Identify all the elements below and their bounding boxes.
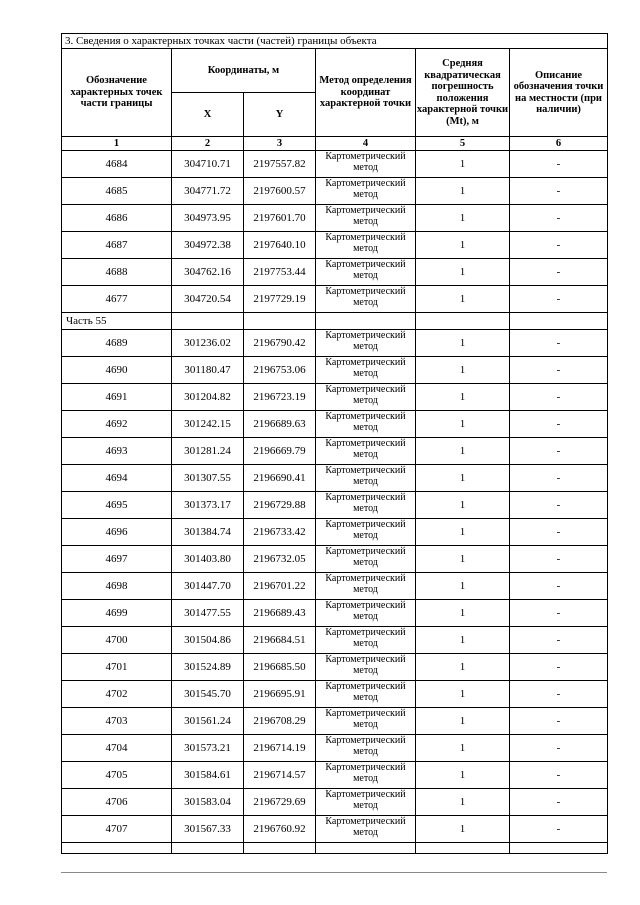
coord-y: 2196732.05 xyxy=(244,546,316,573)
coord-y: 2196723.19 xyxy=(244,384,316,411)
error-value: 1 xyxy=(416,654,510,681)
description-cell: - xyxy=(510,384,608,411)
description-cell: - xyxy=(510,708,608,735)
point-id: 4699 xyxy=(62,600,172,627)
coord-x: 301477.55 xyxy=(172,600,244,627)
point-id: 4677 xyxy=(62,286,172,313)
error-value: 1 xyxy=(416,519,510,546)
coord-x: 301204.82 xyxy=(172,384,244,411)
coord-x: 304973.95 xyxy=(172,205,244,232)
point-id: 4696 xyxy=(62,519,172,546)
description-cell: - xyxy=(510,357,608,384)
coord-x: 301384.74 xyxy=(172,519,244,546)
coord-y: 2196689.43 xyxy=(244,600,316,627)
coord-x: 301567.33 xyxy=(172,816,244,843)
table-row xyxy=(62,465,608,492)
coord-y: 2196714.19 xyxy=(244,735,316,762)
table-row xyxy=(62,151,608,178)
coord-x: 304720.54 xyxy=(172,286,244,313)
description-cell: - xyxy=(510,465,608,492)
part-label: Часть 55 xyxy=(62,313,172,330)
description-cell: - xyxy=(510,286,608,313)
table-row xyxy=(62,789,608,816)
error-value: 1 xyxy=(416,330,510,357)
method-cell: Картометрический метод xyxy=(316,205,416,232)
point-id: 4702 xyxy=(62,681,172,708)
coord-x: 301242.15 xyxy=(172,411,244,438)
method-cell: Картометрический метод xyxy=(316,259,416,286)
method-cell: Картометрический метод xyxy=(316,151,416,178)
table-row xyxy=(62,357,608,384)
error-value: 1 xyxy=(416,384,510,411)
coord-x: 301584.61 xyxy=(172,762,244,789)
coord-y: 2196708.29 xyxy=(244,708,316,735)
method-cell: Картометрический метод xyxy=(316,708,416,735)
error-value: 1 xyxy=(416,438,510,465)
error-value: 1 xyxy=(416,762,510,789)
coord-y: 2196714.57 xyxy=(244,762,316,789)
coord-x: 304972.38 xyxy=(172,232,244,259)
method-cell: Картометрический метод xyxy=(316,357,416,384)
table-row xyxy=(62,627,608,654)
point-id: 4685 xyxy=(62,178,172,205)
coord-x: 304710.71 xyxy=(172,151,244,178)
table-row xyxy=(62,816,608,843)
description-cell: - xyxy=(510,546,608,573)
method-cell: Картометрический метод xyxy=(316,465,416,492)
description-cell: - xyxy=(510,519,608,546)
coord-y: 2196733.42 xyxy=(244,519,316,546)
error-value: 1 xyxy=(416,259,510,286)
table-row xyxy=(62,735,608,762)
table-row xyxy=(62,681,608,708)
coord-x: 301524.89 xyxy=(172,654,244,681)
table-row xyxy=(62,438,608,465)
error-value: 1 xyxy=(416,546,510,573)
table-row xyxy=(62,411,608,438)
point-id: 4687 xyxy=(62,232,172,259)
header-description: Описание обозначения точки на местности (при наличии) xyxy=(510,49,608,137)
error-value: 1 xyxy=(416,232,510,259)
method-cell: Картометрический метод xyxy=(316,573,416,600)
point-id: 4686 xyxy=(62,205,172,232)
table-row xyxy=(62,330,608,357)
point-id: 4692 xyxy=(62,411,172,438)
description-cell: - xyxy=(510,681,608,708)
coord-y: 2197557.82 xyxy=(244,151,316,178)
error-value: 1 xyxy=(416,492,510,519)
coord-y: 2196760.92 xyxy=(244,816,316,843)
coord-y: 2196729.88 xyxy=(244,492,316,519)
coord-y: 2196669.79 xyxy=(244,438,316,465)
description-cell: - xyxy=(510,789,608,816)
column-number: 5 xyxy=(416,137,510,151)
method-cell: Картометрический метод xyxy=(316,816,416,843)
point-id: 4697 xyxy=(62,546,172,573)
boundary-points-table xyxy=(61,33,608,854)
error-value: 1 xyxy=(416,286,510,313)
description-cell: - xyxy=(510,178,608,205)
error-value: 1 xyxy=(416,735,510,762)
table-row xyxy=(62,259,608,286)
coord-x: 301373.17 xyxy=(172,492,244,519)
coord-x: 301307.55 xyxy=(172,465,244,492)
table-row xyxy=(62,654,608,681)
error-value: 1 xyxy=(416,465,510,492)
point-id: 4695 xyxy=(62,492,172,519)
description-cell: - xyxy=(510,232,608,259)
error-value: 1 xyxy=(416,205,510,232)
coord-y: 2196685.50 xyxy=(244,654,316,681)
coord-x: 301281.24 xyxy=(172,438,244,465)
column-number: 6 xyxy=(510,137,608,151)
method-cell: Картометрический метод xyxy=(316,411,416,438)
table-row xyxy=(62,519,608,546)
method-cell: Картометрический метод xyxy=(316,600,416,627)
point-id: 4688 xyxy=(62,259,172,286)
description-cell: - xyxy=(510,492,608,519)
coord-y: 2196753.06 xyxy=(244,357,316,384)
error-value: 1 xyxy=(416,178,510,205)
point-id: 4707 xyxy=(62,816,172,843)
footer-divider xyxy=(61,872,607,873)
point-id: 4684 xyxy=(62,151,172,178)
error-value: 1 xyxy=(416,681,510,708)
coord-y: 2197601.70 xyxy=(244,205,316,232)
header-error: Средняя квадратическая погрешность положения характерной точки (Mt), м xyxy=(416,49,510,137)
description-cell: - xyxy=(510,330,608,357)
point-id: 4701 xyxy=(62,654,172,681)
coord-x: 301583.04 xyxy=(172,789,244,816)
coord-y: 2196729.69 xyxy=(244,789,316,816)
column-number: 2 xyxy=(172,137,244,151)
table-row xyxy=(62,178,608,205)
table-row xyxy=(62,286,608,313)
description-cell: - xyxy=(510,259,608,286)
point-id: 4706 xyxy=(62,789,172,816)
header-x: X xyxy=(172,93,244,137)
coord-y: 2196701.22 xyxy=(244,573,316,600)
point-id: 4690 xyxy=(62,357,172,384)
coord-y: 2197753.44 xyxy=(244,259,316,286)
table-row xyxy=(62,573,608,600)
point-id: 4700 xyxy=(62,627,172,654)
method-cell: Картометрический метод xyxy=(316,627,416,654)
coord-y: 2196684.51 xyxy=(244,627,316,654)
coord-y: 2197600.57 xyxy=(244,178,316,205)
description-cell: - xyxy=(510,816,608,843)
description-cell: - xyxy=(510,205,608,232)
error-value: 1 xyxy=(416,816,510,843)
coord-x: 301236.02 xyxy=(172,330,244,357)
point-id: 4704 xyxy=(62,735,172,762)
section-title: 3. Сведения о характерных точках части (частей) границы объекта xyxy=(62,34,608,49)
coord-x: 301573.21 xyxy=(172,735,244,762)
method-cell: Картометрический метод xyxy=(316,178,416,205)
point-id: 4693 xyxy=(62,438,172,465)
point-id: 4694 xyxy=(62,465,172,492)
table-row xyxy=(62,546,608,573)
description-cell: - xyxy=(510,654,608,681)
method-cell: Картометрический метод xyxy=(316,735,416,762)
column-number: 4 xyxy=(316,137,416,151)
method-cell: Картометрический метод xyxy=(316,286,416,313)
coord-x: 301180.47 xyxy=(172,357,244,384)
coord-y: 2197640.10 xyxy=(244,232,316,259)
description-cell: - xyxy=(510,438,608,465)
method-cell: Картометрический метод xyxy=(316,789,416,816)
description-cell: - xyxy=(510,762,608,789)
method-cell: Картометрический метод xyxy=(316,681,416,708)
method-cell: Картометрический метод xyxy=(316,762,416,789)
point-id: 4691 xyxy=(62,384,172,411)
coord-x: 301561.24 xyxy=(172,708,244,735)
coord-x: 301504.86 xyxy=(172,627,244,654)
method-cell: Картометрический метод xyxy=(316,519,416,546)
error-value: 1 xyxy=(416,411,510,438)
table-row xyxy=(62,492,608,519)
error-value: 1 xyxy=(416,789,510,816)
method-cell: Картометрический метод xyxy=(316,546,416,573)
error-value: 1 xyxy=(416,708,510,735)
description-cell: - xyxy=(510,627,608,654)
coord-x: 304762.16 xyxy=(172,259,244,286)
coord-x: 304771.72 xyxy=(172,178,244,205)
table-row xyxy=(62,762,608,789)
coord-x: 301545.70 xyxy=(172,681,244,708)
table-row xyxy=(62,708,608,735)
table-row xyxy=(62,384,608,411)
point-id: 4698 xyxy=(62,573,172,600)
description-cell: - xyxy=(510,600,608,627)
point-id: 4689 xyxy=(62,330,172,357)
header-coordinates: Координаты, м xyxy=(172,49,316,93)
table-row xyxy=(62,600,608,627)
description-cell: - xyxy=(510,411,608,438)
coord-y: 2197729.19 xyxy=(244,286,316,313)
header-y: Y xyxy=(244,93,316,137)
method-cell: Картометрический метод xyxy=(316,654,416,681)
point-id: 4705 xyxy=(62,762,172,789)
coord-y: 2196695.91 xyxy=(244,681,316,708)
error-value: 1 xyxy=(416,600,510,627)
description-cell: - xyxy=(510,151,608,178)
error-value: 1 xyxy=(416,151,510,178)
method-cell: Картометрический метод xyxy=(316,330,416,357)
method-cell: Картометрический метод xyxy=(316,232,416,259)
method-cell: Картометрический метод xyxy=(316,492,416,519)
coord-y: 2196689.63 xyxy=(244,411,316,438)
description-cell: - xyxy=(510,573,608,600)
description-cell: - xyxy=(510,735,608,762)
table-row xyxy=(62,232,608,259)
header-designation: Обозначение характерных точек части границы xyxy=(62,49,172,137)
method-cell: Картометрический метод xyxy=(316,438,416,465)
method-cell: Картометрический метод xyxy=(316,384,416,411)
error-value: 1 xyxy=(416,627,510,654)
column-number: 1 xyxy=(62,137,172,151)
header-method: Метод определения координат характерной точки xyxy=(316,49,416,137)
column-number: 3 xyxy=(244,137,316,151)
coord-y: 2196790.42 xyxy=(244,330,316,357)
coord-y: 2196690.41 xyxy=(244,465,316,492)
coord-x: 301447.70 xyxy=(172,573,244,600)
error-value: 1 xyxy=(416,573,510,600)
coord-x: 301403.80 xyxy=(172,546,244,573)
error-value: 1 xyxy=(416,357,510,384)
point-id: 4703 xyxy=(62,708,172,735)
table-row xyxy=(62,205,608,232)
